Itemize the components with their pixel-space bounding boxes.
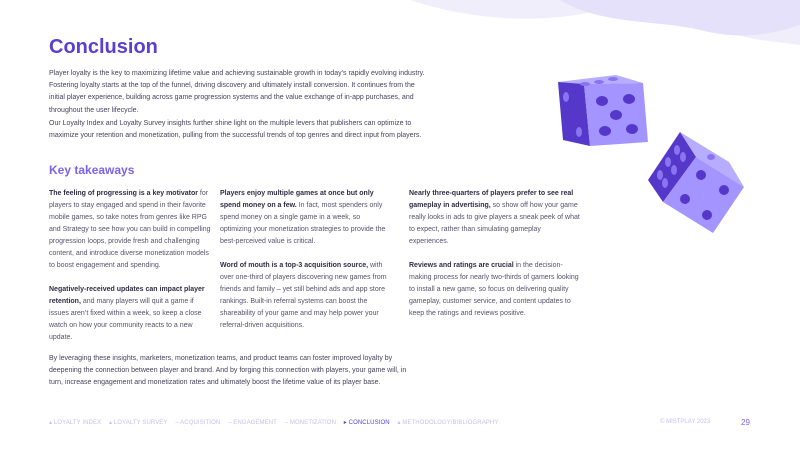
copyright: © MISTPLAY 2023 (660, 419, 711, 425)
section-nav (49, 419, 504, 426)
intro-paragraph-2: Our Loyalty Index and Loyalty Survey insights further shine light on the multiple levers that publishers can optimize to maximize your retention and monetization, pulling from the successful trends of top genres and direct input from players. (49, 120, 422, 140)
nav-methodology[interactable]: ▴ METHODOLOGY/BIBLIOGRAPHY (397, 420, 499, 426)
page-title: Conclusion (49, 36, 158, 58)
nav-conclusion[interactable]: ▸ CONCLUSION (343, 420, 390, 426)
takeaway: Reviews and ratings are crucial in the decision-making process for nearly two-thirds of gamers looking to install a new game, so focus on delivering quality gameplay, customer service, and content updates to keep the ratings and reviews positive. (409, 262, 579, 317)
takeaway: Players enjoy multiple games at once but only spend money on a few. In fact, most spenders only spend money on a single game in a week, so optimizing your monetization strategies to provide the best-perceived value is critical. (220, 190, 386, 245)
takeaway: The feeling of progressing is a key motivator for players to stay engaged and spend in their favorite mobile games, so take notes from genres like RPG and Strategy to see how you can build in compelling progression loops, provide fresh and challenging content, and introduce diverse monetization models to boost engagement and spending. (49, 190, 211, 269)
nav-loyalty-index[interactable]: ▴ LOYALTY INDEX (49, 420, 102, 426)
takeaways-column-3 (409, 188, 581, 332)
key-takeaways-heading: Key takeaways (49, 163, 135, 177)
takeaways-column-2 (220, 188, 392, 344)
takeaway: Word of mouth is a top-3 acquisition source, with over one-third of players discovering new games from friends and family – yet still behind ads and app store rankings. Built-in referral systems can boost the shareability of your game and may help power your referral-driven acquisitions. (220, 262, 387, 329)
dice-illustration (558, 75, 744, 233)
nav-acquisition[interactable]: – ACQUISITION (175, 420, 221, 426)
nav-monetization[interactable]: – MONETIZATION (284, 420, 337, 426)
intro-paragraph-1: Player loyalty is the key to maximizing lifetime value and achieving sustainable growth in today’s rapidly evolving industry. Fostering loyalty starts at the top of the funnel, driving discovery and ultimately install conversion. It continues from the initial player experience, building across game progression systems and the value exchange of in-app purchases, and throughout the user lifecycle. (49, 70, 425, 114)
closing-paragraph: By leveraging these insights, marketers, monetization teams, and product teams can foster improved loyalty by deepening the connection between player and brand. And by forging this connection with players, your game will, in turn, increase engagement and monetization rates and ultimately boost the lifetime value of its player base. (49, 355, 407, 387)
takeaway: Negatively-received updates can impact player retention, and many players will quit a game if issues aren’t fixed within a week, so keep a close watch on how your community reacts to a new update. (49, 286, 205, 341)
nav-loyalty-survey[interactable]: ▴ LOYALTY SURVEY (108, 420, 168, 426)
nav-engagement[interactable]: – ENGAGEMENT (228, 420, 277, 426)
takeaways-column-1 (49, 188, 214, 356)
takeaway: Nearly three-quarters of players prefer to see real gameplay in advertising, so show off how your game really looks in ads to give players a sneak peek of what to expect, rather than simulating gameplay experiences. (409, 190, 580, 245)
page-number: 29 (741, 418, 750, 427)
